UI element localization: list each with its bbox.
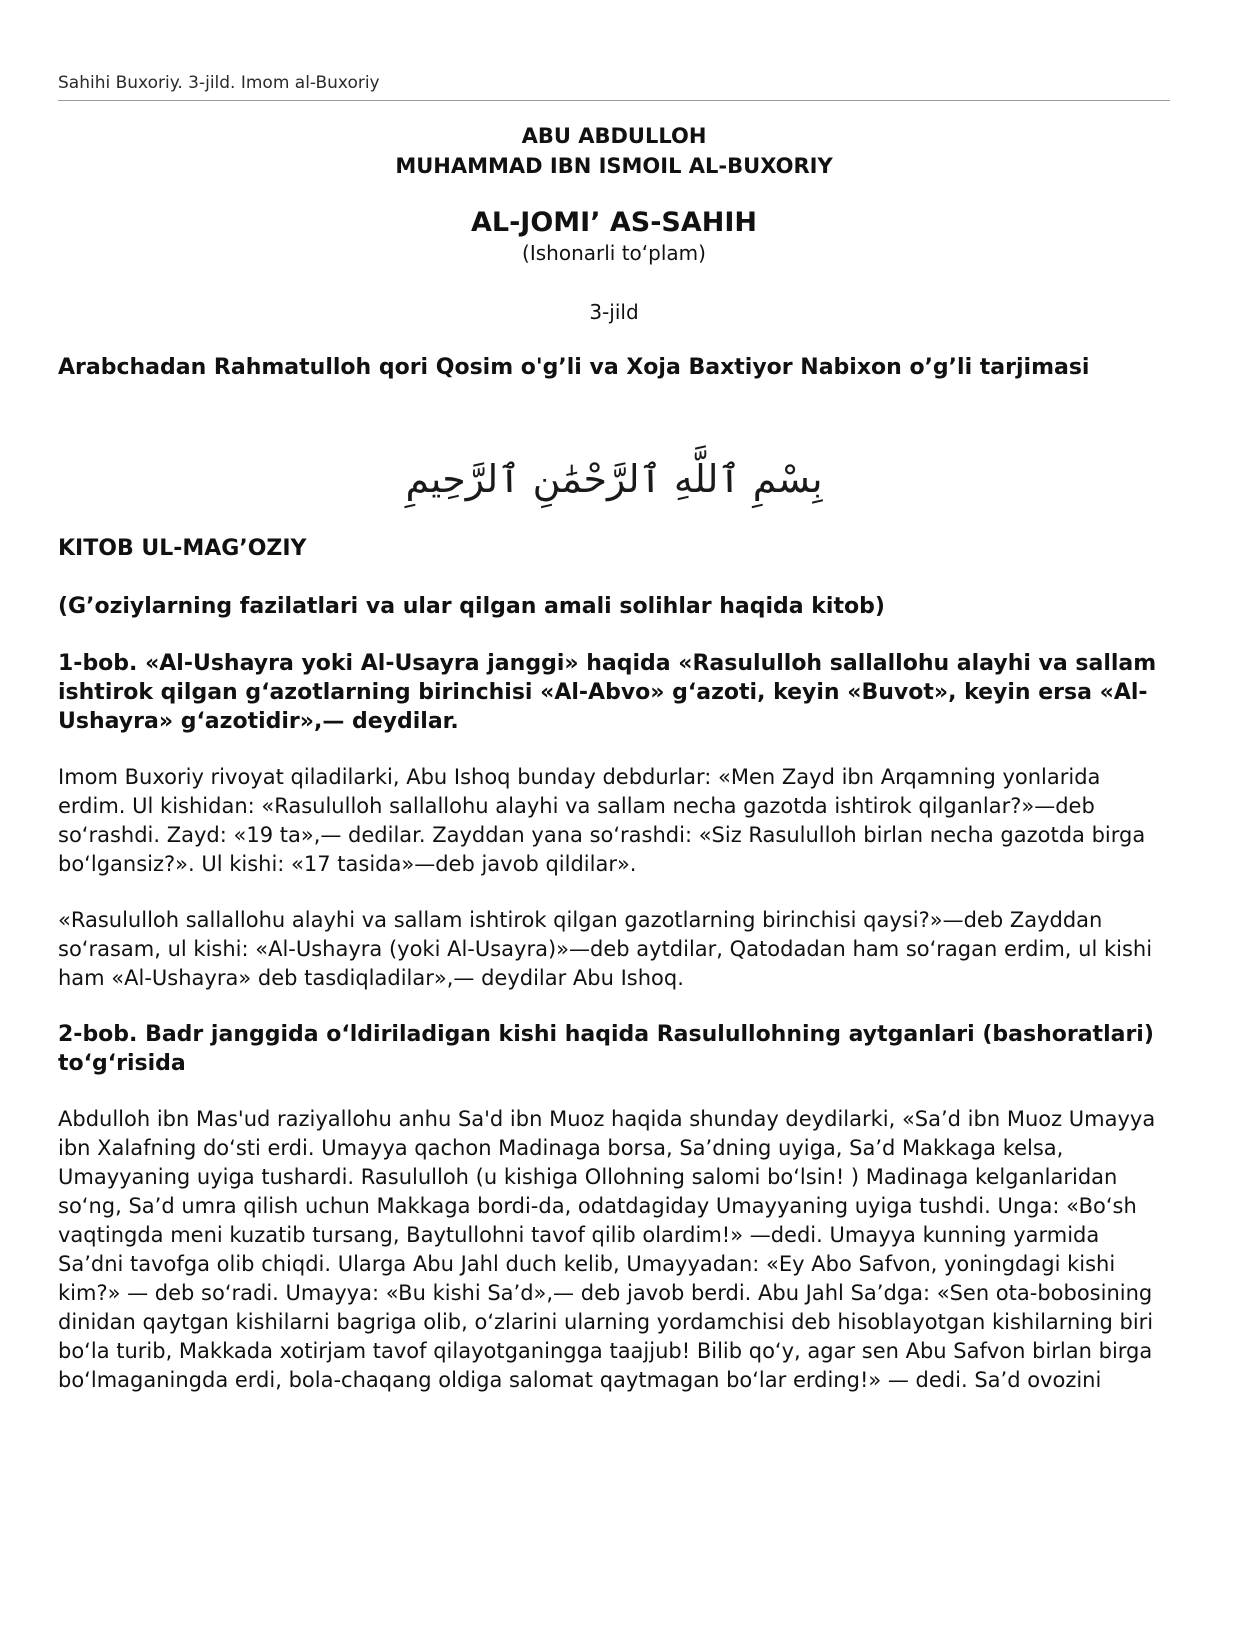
chapter-1-paragraph-1: Imom Buxoriy rivoyat qiladilarki, Abu Ishoq bunday debdurlar: «Men Zayd ibn Arqamning yonlarida erdim. Ul kishidan: «Rasululloh sallallohu alayhi va sallam necha gazotda ishtirok qilganlar?»—deb so‘rashdi. Zayd: «19 ta»,— dedilar. Zayddan yana so‘rashdi: «Siz Rasululloh birlan necha gazotda birga bo‘lgansiz?». Ul kishi: «17 tasida»—deb javob qildilar».: [58, 765, 1146, 876]
document-page: [58, 72, 1170, 1395]
chapter-2-heading: 2-bob. Badr janggida o‘ldiriladigan kishi haqida Rasulullohning aytganlari (bashoratlari) to‘g‘risida: [58, 1022, 1154, 1076]
work-title: AL-JOMI’ AS-SAHIH: [470, 207, 757, 238]
basmala-calligraphy: بِسْمِ ٱللَّهِ ٱلرَّحْمَٰنِ ٱلرَّحِيمِ: [405, 457, 823, 501]
author-line-2: MUHAMMAD IBN ISMOIL AL-BUXORIY: [395, 154, 833, 178]
work-subtitle: (Ishonarli to‘plam): [522, 241, 706, 265]
chapter-1-paragraph-2: «Rasululloh sallallohu alayhi va sallam ishtirok qilgan gazotlarning birinchisi qaysi?»—deb Zayddan so‘rasam, ul kishi: «Al-Ushayra (yoki Al-Usayra)»—deb aytdilar, Qatodadan ham so‘ragan erdim, ul kishi ham «Al-Ushayra» deb tasdiqladilar»,— deydilar Abu Ishoq.: [58, 908, 1153, 990]
author-line-1: ABU ABDULLOH: [521, 124, 707, 148]
book-subtitle: (G’oziylarning fazilatlari va ular qilgan amali solihlar haqida kitob): [58, 594, 885, 619]
author-name: [58, 121, 1170, 181]
book-title: KITOB UL-MAG’OZIY: [58, 536, 307, 561]
volume-label: 3-jild: [589, 300, 639, 324]
chapter-1-heading: 1-bob. «Al-Ushayra yoki Al-Usayra janggi» haqida «Rasululloh sallallohu alayhi va sallam ishtirok qilgan g‘azotlarning birinchisi «Al-Abvo» g‘azoti, keyin «Buvot», keyin ersa «Al-Ushayra» g‘azotidir»,— deydilar.: [58, 651, 1157, 734]
chapter-2-paragraph-1: Abdulloh ibn Mas'ud raziyallohu anhu Sa'd ibn Muoz haqida shunday deydilarki, «Sa’d ibn Muoz Umayya ibn Xalafning do‘sti erdi. Umayya qachon Madinaga borsa, Sa’dning uyiga, Sa’d Makkaga kelsa, Umayyaning uyiga tushardi. Rasululloh (u kishiga Ollohning salomi bo‘lsin! ) Madinaga kelganlaridan so‘ng, Sa’d umra qilish uchun Makkaga bordi-da, odatdagiday Umayyaning uyiga tushdi. Unga: «Bo‘sh vaqtingda meni kuzatib tursang, Baytullohni tavof qilib olardim!» —dedi. Umayya kunning yarmida Sa’dni tavofga olib chiqdi. Ularga Abu Jahl duch kelib, Umayyadan: «Ey Abo Safvon, yoningdagi kishi kim?» — deb so‘radi. Umayya: «Bu kishi Sa’d»,— deb javob berdi. Abu Jahl Sa’dga: «Sen ota-bobosining dinidan qaytgan kishilarni bagriga olib, o‘zlarini ularning yordamchisi deb hisoblayotgan kishilarning biri bo‘la turib, Makkada xotirjam tavof qilayotganingga taajjub! Bilib qo‘y, agar sen Abu Safvon birlan birga bo‘lmaganingda erdi, bola-chaqang oldiga salomat qaytmagan bo‘lar erding!» — dedi. Sa’d ovozini: [58, 1107, 1156, 1392]
translator-credit: Arabchadan Rahmatulloh qori Qosim o'g’li va Xoja Baxtiyor Nabixon o’g’li tarjimasi: [58, 355, 1090, 380]
running-header: Sahihi Buxoriy. 3-jild. Imom al-Buxoriy: [58, 72, 1170, 101]
